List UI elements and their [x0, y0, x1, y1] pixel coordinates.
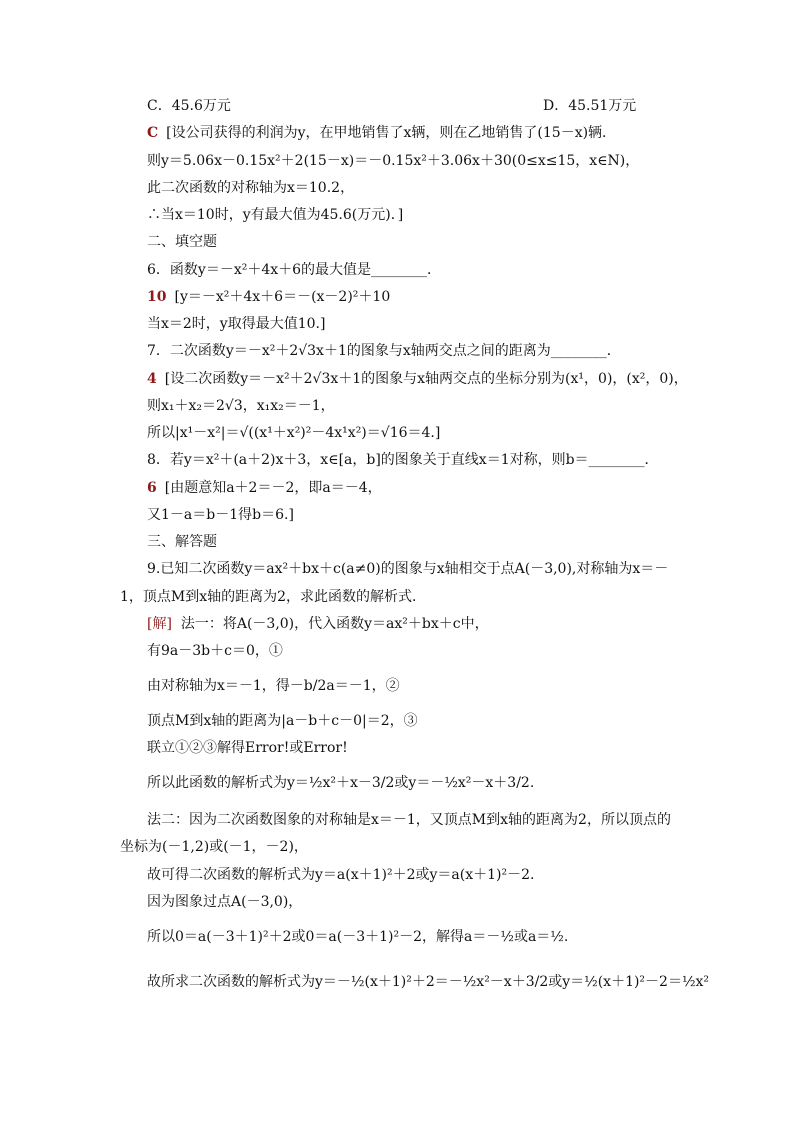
q8-sol1: [由题意知a＋2＝－2，即a＝－4，: [164, 480, 382, 496]
q5-options: [147, 97, 637, 115]
q7-sol2: 则x₁＋x₂＝2√3，x₁x₂＝－1，: [147, 398, 335, 414]
q9-m1-3: 由对称轴为x＝－1，得－b/2a＝－1，②: [147, 678, 400, 694]
q9-method1-line-1: [147, 615, 489, 633]
q7-answer: 4: [147, 371, 157, 387]
q7-sol3: 所以|x¹－x²|＝√((x¹＋x²)²－4x¹x²)＝√16＝4.]: [147, 425, 441, 441]
q9-m2-4: 因为图象过点A(－3,0)，: [147, 894, 303, 910]
q5-sol2: 则y＝5.06x－0.15x²＋2(15－x)＝－0.15x²＋3.06x＋30(0≤x≤15，x∈N)，: [147, 153, 640, 169]
q7-stem: 7．二次函数y＝－x²＋2√3x＋1的图象与x轴两交点之间的距离为________．: [147, 343, 621, 359]
q9-m1-5: 联立①②③解得Error!或Error!: [147, 740, 348, 756]
q5-option-d: D．45.51万元: [543, 98, 637, 114]
q9-m2-1: 法二：因为二次函数图象的对称轴是x＝－1，又顶点M到x轴的距离为2，所以顶点的: [147, 812, 671, 828]
q6-sol2: 当x＝2时，y取得最大值10.]: [147, 316, 326, 332]
q9-solution-marker: [解]: [147, 616, 172, 632]
q9-m2-2: 坐标为(－1,2)或(－1，－2)，: [120, 839, 308, 855]
section-heading-solve: 三、解答题: [147, 534, 217, 550]
q6-answer: 10: [147, 289, 167, 305]
q5-sol1: [设公司获得的利润为y，在甲地销售了x辆，则在乙地销售了(15－x)辆．: [166, 125, 617, 141]
q9-m1-4: 顶点M到x轴的距离为|a－b＋c－0|＝2，③: [147, 713, 418, 729]
q9-m1-6: 所以此函数的解析式为y＝½x²＋x－3/2或y＝－½x²－x＋3/2.: [147, 775, 535, 791]
q9-m1-2: 有9a－3b＋c＝0，①: [147, 643, 283, 659]
q8-solution-line-1: [147, 479, 382, 497]
q6-stem: 6．函数y＝－x²＋4x＋6的最大值是________．: [147, 262, 442, 278]
q5-option-c: C．45.6万元: [147, 98, 231, 114]
q9-stem-line-1: 9.已知二次函数y＝ax²＋bx＋c(a≠0)的图象与x轴相交于点A(－3,0),对称轴为x＝－: [147, 561, 669, 577]
q6-solution-line-1: [147, 288, 390, 306]
q8-answer: 6: [147, 480, 157, 496]
q9-m2-6: 故所求二次函数的解析式为y＝－½(x＋1)²＋2＝－½x²－x＋3/2或y＝½(x＋1)²－2＝½x²: [147, 974, 710, 990]
q8-stem: 8．若y＝x²＋(a＋2)x＋3，x∈[a，b]的图象关于直线x＝1对称，则b＝________．: [147, 452, 659, 468]
q9-stem-line-2: 1，顶点M到x轴的距离为2，求此函数的解析式．: [120, 589, 427, 605]
q7-sol1: [设二次函数y＝－x²＋2√3x＋1的图象与x轴两交点的坐标分别为(x¹，0)，(x²，0)，: [164, 371, 688, 387]
q9-m2-3: 故可得二次函数的解析式为y＝a(x＋1)²＋2或y＝a(x＋1)²－2.: [147, 867, 535, 883]
q5-answer: C: [147, 125, 159, 141]
q9-m1-1: 法一：将A(－3,0)，代入函数y＝ax²＋bx＋c中，: [180, 616, 489, 632]
q5-sol4: ∴当x＝10时，y有最大值为45.6(万元)．]: [147, 207, 404, 223]
q9-m2-5: 所以0＝a(－3＋1)²＋2或0＝a(－3＋1)²－2，解得a＝－½或a＝½.: [147, 929, 569, 945]
q8-sol2: 又1－a＝b－1得b＝6.]: [147, 507, 294, 523]
q6-sol1: [y＝－x²＋4x＋6＝－(x－2)²＋10: [174, 289, 391, 305]
q5-sol3: 此二次函数的对称轴为x＝10.2，: [147, 180, 355, 196]
q5-solution-line-1: [147, 124, 616, 142]
q7-solution-line-1: [147, 370, 688, 388]
section-heading-fill-in: 二、填空题: [147, 234, 217, 250]
